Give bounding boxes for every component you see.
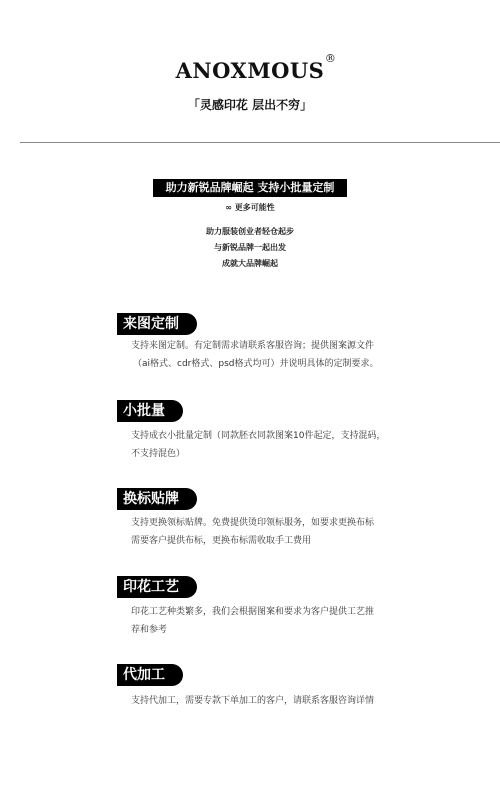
brand-header (0, 52, 500, 83)
section-title-oem: 代加工 (117, 664, 183, 686)
section-desc-oem (131, 692, 409, 710)
registered-mark: ® (324, 52, 337, 65)
section-desc-small-batch (131, 427, 409, 463)
section-desc-custom-design (131, 337, 409, 373)
section-title-print-process: 印花工艺 (117, 576, 197, 598)
desc-line: （ai格式、cdr格式、psd格式均可）并说明具体的定制要求。 (133, 359, 379, 369)
intro-banner: 助力新锐品牌崛起 支持小批量定制 (153, 179, 347, 197)
desc-line: 荐和参考 (131, 625, 168, 635)
desc-line: 支持成衣小批量定制（同款胚衣同款图案10件起定，支持混码， (131, 431, 386, 441)
desc-line: 印花工艺种类繁多，我们会根据图案和要求为客户提供工艺推 (131, 607, 375, 617)
brand-tagline: 「灵感印花 层出不穷」 (187, 98, 313, 112)
more-possibilities: ∞ 更多可能性 (225, 203, 275, 212)
desc-line: 不支持混色） (131, 449, 186, 459)
section-desc-print-process (131, 603, 409, 639)
desc-line: 需要客户提供布标，更换布标需收取手工费用 (131, 536, 312, 546)
brand-logo (175, 52, 337, 83)
desc-line: 支持来图定制。有定制需求请联系客服咨询；提供图案源文件 (131, 341, 375, 351)
section-desc-label-change (131, 514, 409, 550)
desc-line: 支持代加工，需要专款下单加工的客户，请联系客服咨询详情 (131, 696, 375, 706)
brand-logo-text: ANOXMOUS (175, 58, 325, 83)
section-title-label-change: 换标贴牌 (117, 488, 197, 510)
slogan-line: 助力服装创业者轻仓起步 (206, 227, 294, 236)
slogan-line: 成就大品牌崛起 (222, 259, 278, 268)
slogan-line: 与新锐品牌一起出发 (214, 243, 286, 252)
header-divider (20, 142, 500, 143)
desc-line: 支持更换领标贴牌。免费提供烫印领标服务，如要求更换布标 (131, 518, 375, 528)
section-title-small-batch: 小批量 (117, 400, 183, 422)
section-title-custom-design: 来图定制 (117, 313, 197, 335)
